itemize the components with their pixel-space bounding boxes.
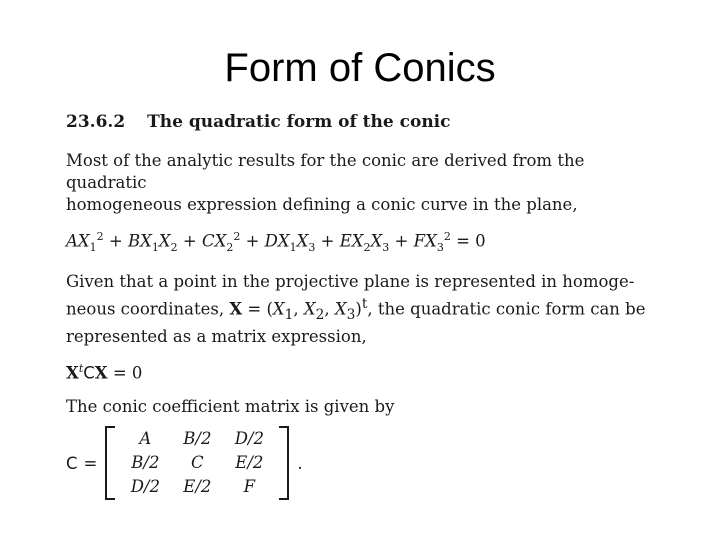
sub: 2 [226,240,234,254]
var: X [370,231,383,251]
left-bracket [105,426,115,500]
matrix-cell: E/2 [235,453,264,473]
section-heading [66,112,666,132]
document-excerpt [66,112,666,500]
paragraph-homogeneous [66,271,666,348]
sub: 3 [308,240,316,254]
equals-sign: = [83,453,98,473]
var: X [351,231,364,251]
sub: 1 [151,240,159,254]
matrix-cell: E/2 [183,477,212,497]
paragraph-line: homogeneous expression defining a conic curve in the plane, [66,195,578,214]
matrix-cell: D/2 [234,429,264,449]
right-bracket [279,426,289,500]
sub: 3 [382,240,390,254]
coef: C [201,231,215,251]
matrix-cell: D/2 [130,477,160,497]
op: + [245,231,260,251]
matrix-cell: B/2 [131,453,160,473]
coef: D [264,231,278,251]
sub: 2 [363,240,371,254]
paragraph-line: represented as a matrix expression, [66,326,367,346]
op: = [456,231,470,251]
var: X [66,363,79,383]
var: X [296,231,309,251]
var: X [214,231,227,251]
coef: A [66,231,78,251]
equation-rhs: = 0 [107,363,143,383]
paragraph-line: Most of the analytic results for the conic are derived from the quadratic [66,151,585,192]
sub: 2 [170,240,178,254]
sup: 2 [233,230,241,243]
matrix-cell: B/2 [183,429,212,449]
var: X [94,363,108,383]
var: X [140,231,152,251]
section-title: The quadratic form of the conic [147,112,451,132]
var: X [277,231,290,251]
paragraph-line: Given that a point in the projective plane is represented in homoge- [66,271,635,291]
sup: t [78,361,84,375]
section-number: 23.6.2 [66,112,126,132]
paragraph-matrix-intro: The conic coefficient matrix is given by [66,397,395,417]
op: + [320,231,335,251]
var: X [77,231,90,251]
var: X [425,231,437,251]
conic-equation [66,224,666,261]
paragraph-line: neous coordinates, $X = (X_1$, $X_2$, $X_3)^t$, the quadratic conic form can be [66,295,646,323]
var: X [158,231,171,251]
matrix-cell: A [139,429,152,449]
op: + [394,231,409,251]
coef: B [128,231,141,251]
matrix-grid [115,428,279,498]
coef: E [339,231,352,251]
matrix-symbol: C [83,363,95,383]
op: + [108,231,123,251]
coef: F [413,231,426,251]
coefficient-matrix [66,426,666,500]
value: 0 [475,231,486,251]
sup: 2 [443,230,451,243]
sub: 3 [436,240,444,254]
sup: 2 [96,230,104,243]
slide-title: Form of Conics [224,46,496,90]
matrix-cell: F [243,477,256,497]
period: . [297,453,303,473]
sub: 1 [89,240,97,254]
sub: 1 [289,240,297,254]
paragraph-intro [66,150,666,216]
op: + [182,231,197,251]
matrix-cell: C [191,453,204,473]
matrix-form-equation [66,356,666,387]
matrix-symbol: C [66,453,78,473]
